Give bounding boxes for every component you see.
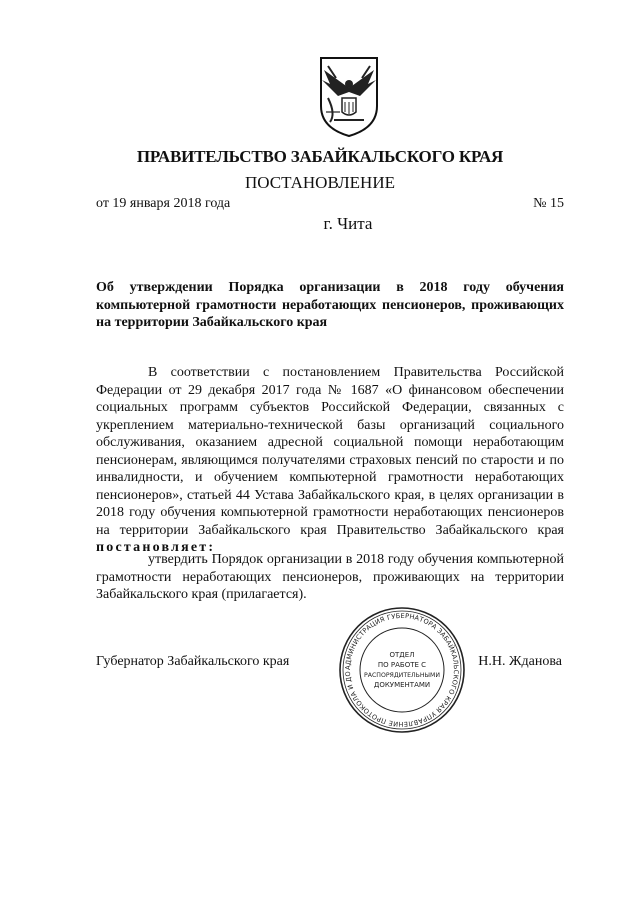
document-subject: Об утверждении Порядка организации в 2018 году обучения компьютерной грамотности неработающих пенсионеров, проживающих на территории Забайкальского края (96, 280, 564, 330)
stamp-line-3: РАСПОРЯДИТЕЛЬНЫМИ (364, 672, 440, 679)
body-paragraph-1 (96, 364, 564, 557)
signatory-position: Губернатор Забайкальского края (96, 654, 290, 669)
signatory-name: Н.Н. Жданова (478, 654, 562, 669)
stamp-line-2: ПО РАБОТЕ С (377, 661, 427, 669)
stamp-line-1: ОТДЕЛ (389, 651, 415, 659)
document-number: № 15 (533, 196, 564, 211)
body-paragraph-1-text: В соответствии с постановлением Правительства Российской Федерации от 29 декабря 2017 года № 1687 «О финансовом обеспечении социальных программ субъектов Российской Федерации, связанных с укреплением материально-технической базы организаций социального обслуживания, оказанием адресной социальной помощи неработающим пенсионерам, являющимся получателями страховых пенсий по старости и по инвалидности, и обучением компьютерной грамотности неработающих пенсионеров», статьей 44 Устава Забайкальского края, в целях организации в 2018 году обучения компьютерной грамотности неработающих пенсионеров на территории Забайкальского края Правительство Забайкальского края (96, 365, 564, 538)
document-date: от 19 января 2018 года (96, 196, 231, 211)
coat-of-arms-emblem (316, 54, 382, 138)
document-type: ПОСТАНОВЛЕНИЕ (244, 173, 395, 192)
stamp-ring-text: АДМИНИСТРАЦИЯ ГУБЕРНАТОРА ЗАБАЙКАЛЬСКОГО КРАЯ УПРАВЛЕНИЕ ПРОТОКОЛА И ДО (343, 611, 461, 729)
document-city: г. Чита (323, 214, 373, 233)
body-paragraph-2: утвердить Порядок организации в 2018 году обучения компьютерной грамотности неработающих пенсионеров, проживающих на территории Забайкальского края (прилагается). (96, 552, 564, 602)
stamp-line-4: ДОКУМЕНТАМИ (373, 681, 431, 689)
government-title: ПРАВИТЕЛЬСТВО ЗАБАЙКАЛЬСКОГО КРАЯ (136, 147, 504, 166)
official-stamp (337, 605, 467, 735)
resolution-keyword: постановляет: (96, 540, 216, 555)
